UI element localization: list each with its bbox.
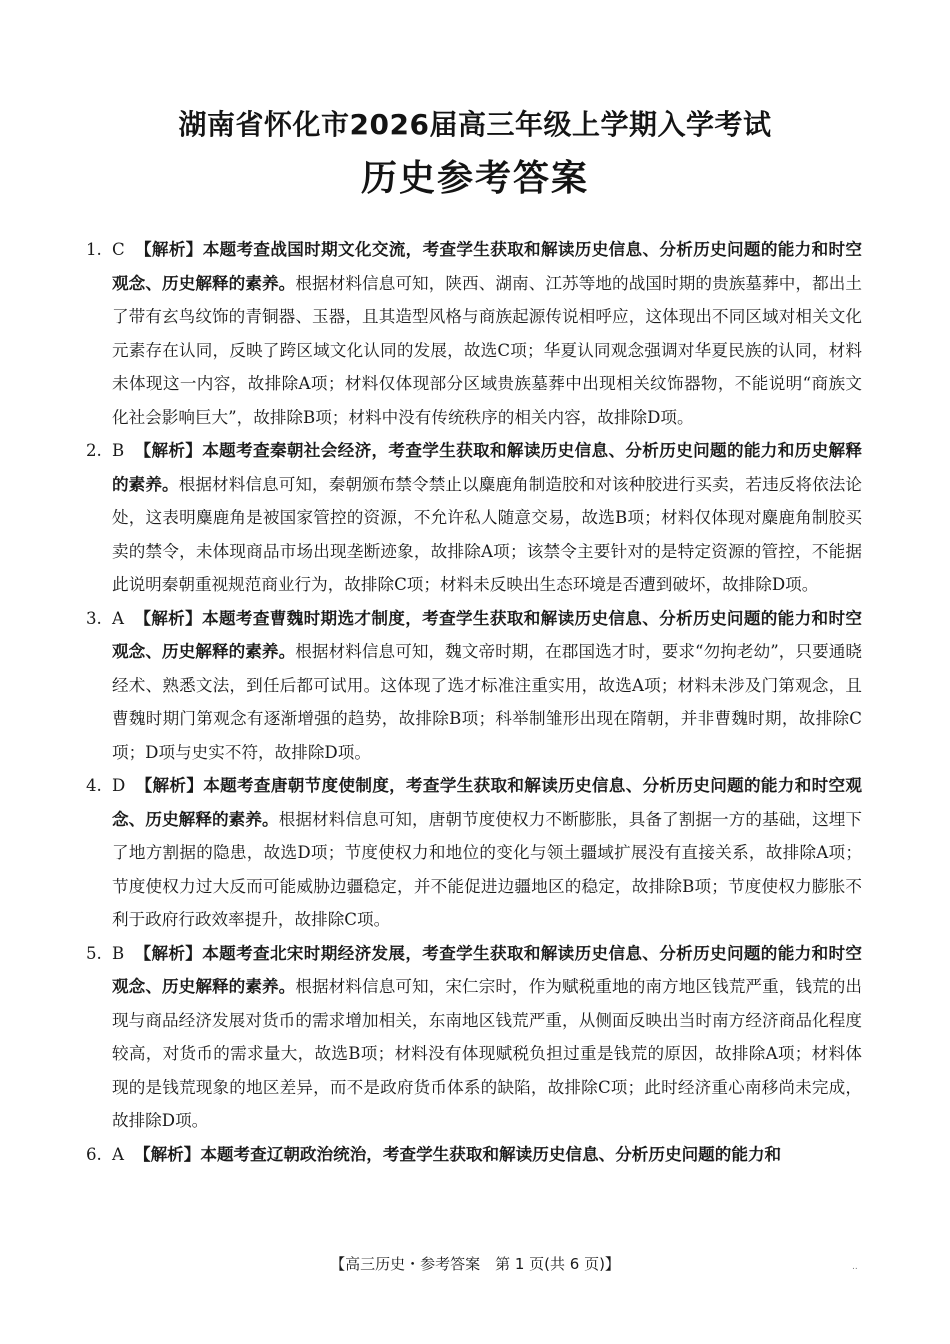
analysis-tag: 【解析】 [133, 608, 203, 628]
answer-item-2 [86, 434, 862, 602]
analysis-body: 根据材料信息可知，宋仁宗时，作为赋税重地的南方地区钱荒严重，钱荒的出现与商品经济发展对货币的需求增加相关，东南地区钱荒严重，从侧面反映出当时南方经济商品化程度较高，对货币的需求量大，故选B项；材料没有体现赋税负担过重是钱荒的原因，故排除A项；材料体现的是钱荒现象的地区差异，而不是政府货币体系的缺陷，故排除C项；此时经济重心南移尚未完成，故排除D项。 [112, 977, 863, 1130]
answer-letter: D [112, 776, 126, 795]
analysis-body: 根据材料信息可知，唐朝节度使权力不断膨胀，具备了割据一方的基础，这埋下了地方割据的隐患，故选D项；节度使权力和地位的变化与领土疆域扩展没有直接关系，故排除A项；节度使权力过大反而可能威胁边疆稳定，并不能促进边疆地区的稳定，故排除B项；节度使权力膨胀不利于政府行政效率提升，故排除C项。 [112, 809, 863, 929]
analysis-lead: 本题考查唐朝节度使制度，考查学生获取和解读历史信息、分析历史问题的能力和时空观念、历史解释的素养。 [112, 776, 862, 829]
page-footer: 【高三历史・参考答案 第 1 页(共 6 页)】 [330, 1255, 620, 1273]
analysis-tag: 【解析】 [135, 776, 204, 795]
corner-mark: .. [852, 1262, 858, 1272]
analysis-tag: 【解析】 [133, 1144, 201, 1164]
analysis-body: 根据材料信息可知，秦朝颁布禁令禁止以麋鹿角制造胶和对该种胶进行买卖，若违反将依法论处，这表明麋鹿角是被国家管控的资源，不允许私人随意交易，故选B项；材料仅体现对麋鹿角制胶买卖的禁令，未体现商品市场出现垄断迹象，故排除A项；该禁令主要针对的是特定资源的管控，不能据此说明秦朝重视规范商业行为，故排除C项；材料未反映出生态环境是否遭到破坏，故排除D项。 [112, 474, 863, 594]
question-number: 1. [86, 240, 102, 259]
question-number: 2. [86, 441, 102, 460]
question-number: 3. [86, 608, 102, 628]
answer-letter: B [112, 441, 125, 460]
answer-item-5 [86, 937, 862, 1138]
answer-item-6 [86, 1138, 862, 1172]
question-number: 4. [86, 776, 102, 795]
analysis-body: 根据材料信息可知，魏文帝时期，在郡国选才时，要求“勿拘老幼”，只要通晓经术、熟悉文法，到任后都可试用。这体现了选才标准注重实用，故选A项；材料未涉及门第观念，且曹魏时期门第观念有逐渐增强的趋势，故排除B项；科举制雏形出现在隋朝，并非曹魏时期，故排除C项；D项与史实不符，故排除D项。 [112, 642, 863, 762]
answer-item-4 [86, 769, 862, 937]
answer-letter: A [112, 1144, 124, 1164]
document-subtitle: 历史参考答案 [360, 158, 589, 199]
exam-title: 湖南省怀化市2026届高三年级上学期入学考试 [178, 108, 772, 141]
analysis-lead: 本题考查辽朝政治统治，考查学生获取和解读历史信息、分析历史问题的能力和 [200, 1144, 782, 1164]
answer-letter: B [112, 943, 125, 963]
question-number: 6. [86, 1144, 102, 1164]
answer-item-1 [86, 233, 862, 434]
analysis-lead: 本题考查曹魏时期选才制度，考查学生获取和解读历史信息、分析历史问题的能力和时空观念、历史解释的素养。 [112, 608, 863, 661]
answer-letter: C [112, 240, 125, 259]
answer-list [86, 233, 862, 1171]
answer-item-3 [86, 602, 862, 770]
analysis-tag: 【解析】 [134, 240, 203, 259]
analysis-lead: 本题考查战国时期文化交流，考查学生获取和解读历史信息、分析历史问题的能力和时空观念、历史解释的素养。 [112, 240, 863, 293]
analysis-tag: 【解析】 [134, 441, 203, 460]
analysis-body: 根据材料信息可知，陕西、湖南、江苏等地的战国时期的贵族墓葬中，都出土了带有玄鸟纹饰的青铜器、玉器，且其造型风格与商族起源传说相呼应，这体现出不同区域对相关文化元素存在认同，反映了跨区域文化认同的发展，故选C项；华夏认同观念强调对华夏民族的认同，材料未体现这一内容，故排除A项；材料仅体现部分区域贵族墓葬中出现相关纹饰器物，不能说明“商族文化社会影响巨大”，故排除B项；材料中没有传统秩序的相关内容，故排除D项。 [112, 273, 863, 427]
analysis-lead: 本题考查北宋时期经济发展，考查学生获取和解读历史信息、分析历史问题的能力和时空观念、历史解释的素养。 [112, 943, 863, 996]
question-number: 5. [86, 943, 102, 963]
answer-letter: A [112, 608, 124, 628]
analysis-tag: 【解析】 [134, 943, 203, 963]
analysis-lead: 本题考查秦朝社会经济，考查学生获取和解读历史信息、分析历史问题的能力和历史解释的素养。 [112, 441, 863, 494]
